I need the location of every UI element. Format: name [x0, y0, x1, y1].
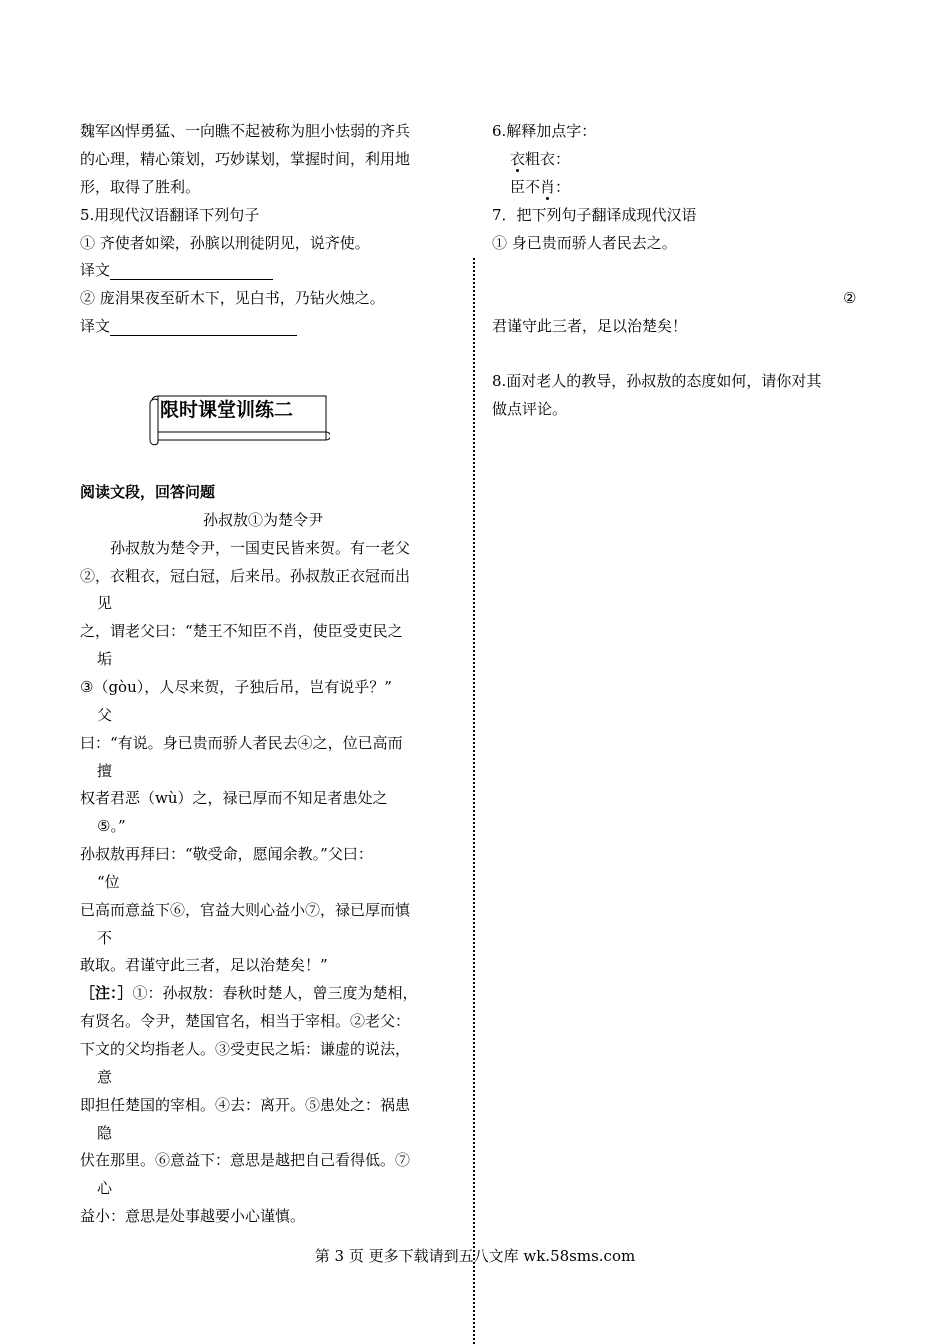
- passage-line: 已高而意益下⑥，官益大则心益小⑦，禄已厚而慎: [80, 901, 411, 919]
- passage-line: 敢取。君谨守此三者，足以治楚矣！”: [80, 956, 328, 974]
- question-7-sentence-2-mark: ②: [843, 289, 857, 307]
- dotted-char: 衣: [510, 150, 526, 168]
- passage-line: ②，衣粗衣，冠白冠，后来吊。孙叔敖正衣冠而出: [80, 567, 411, 585]
- reading-heading: 阅读文段，回答问题: [80, 483, 216, 501]
- note-line: 伏在那里。⑥意益下：意思是越把自己看得低。⑦: [80, 1151, 411, 1169]
- passage-line: 孙叔敖再拜曰：“敬受命，愿闻余教。”父曰：: [80, 845, 373, 863]
- passage-line: 擅: [97, 762, 113, 780]
- column-divider: [473, 258, 475, 1344]
- passage-line: 见: [97, 594, 113, 612]
- page-footer: 第 3 页 更多下载请到五八文库 wk.58sms.com: [314, 1247, 636, 1265]
- translation-row-1: [80, 260, 273, 280]
- note-line: 益小：意思是处事越要小心谨慎。: [80, 1207, 306, 1225]
- passage-line: 曰：“有说。身已贵而骄人者民去④之，位已高而: [80, 734, 403, 752]
- note-line: 意: [97, 1068, 113, 1086]
- question-8-line-2: 做点评论。: [492, 400, 568, 418]
- question-6-item-2: 臣不肖：: [510, 178, 571, 196]
- question-5-title: 5.用现代汉语翻译下列句子: [80, 206, 260, 224]
- question-5-sentence-1: ① 齐使者如梁，孙膑以刑徒阴见，说齐使。: [80, 234, 370, 252]
- translation-row-2: [80, 316, 297, 336]
- passage-line: 父: [97, 706, 113, 724]
- note-line: 下文的父均指老人。③受吏民之垢：谦虚的说法，: [80, 1040, 411, 1058]
- intro-line-3: 形，取得了胜利。: [80, 178, 201, 196]
- translation-blank-1[interactable]: [110, 262, 273, 280]
- question-6-title: 6.解释加点字：: [492, 122, 597, 140]
- note-line: 心: [97, 1179, 113, 1197]
- passage-line: “位: [97, 873, 120, 891]
- passage-line: ③（gòu），人尽来贺，子独后吊，岂有说乎？”: [80, 678, 392, 696]
- passage-line: 不: [97, 929, 113, 947]
- question-5-sentence-2: ② 庞涓果夜至斫木下，见白书，乃钻火烛之。: [80, 289, 385, 307]
- passage-line: 孙叔敖为楚令尹，一国吏民皆来贺。有一老父: [110, 539, 411, 557]
- translation-label-1: 译文: [80, 261, 111, 279]
- section-banner-title: 限时课堂训练二: [160, 399, 294, 421]
- note-text: ①：孙叔敖：春秋时楚人，曾三度为楚相，: [132, 984, 418, 1002]
- translation-blank-2[interactable]: [110, 318, 297, 336]
- note-line: 有贤名。令尹，楚国官名，相当于宰相。②老父：: [80, 1012, 411, 1030]
- note-line: 即担任楚国的宰相。④去：离开。⑤患处之：祸患: [80, 1096, 411, 1114]
- translation-label-2: 译文: [80, 317, 111, 335]
- passage-line: 之，谓老父曰：“楚王不知臣不肖，使臣受吏民之: [80, 622, 403, 640]
- question-7-sentence-1: ① 身已贵而骄人者民去之。: [492, 234, 677, 252]
- passage-title: 孙叔敖①为楚令尹: [203, 511, 324, 529]
- intro-line-1: 魏军凶悍勇猛、一向瞧不起被称为胆小怯弱的齐兵: [80, 122, 411, 140]
- intro-line-2: 的心理，精心策划，巧妙谋划，掌握时间，利用地: [80, 150, 411, 168]
- question-8-line-1: 8.面对老人的教导，孙叔敖的态度如何，请你对其: [492, 372, 822, 390]
- question-7-title: 7．把下列句子翻译成现代汉语: [492, 206, 697, 224]
- dotted-char: 肖: [540, 178, 556, 196]
- passage-line: 垢: [97, 650, 113, 668]
- passage-line: 权者君恶（wù）之，禄已厚而不知足者患处之: [80, 789, 388, 807]
- question-7-sentence-2: 君谨守此三者，足以治楚矣！: [492, 317, 688, 335]
- note-line: 隐: [97, 1124, 113, 1142]
- note-line-1: [80, 983, 418, 1003]
- passage-line: ⑤。”: [97, 817, 126, 835]
- question-6-item-1: 衣粗衣：: [510, 150, 571, 168]
- note-label: ［注：］: [80, 984, 133, 1002]
